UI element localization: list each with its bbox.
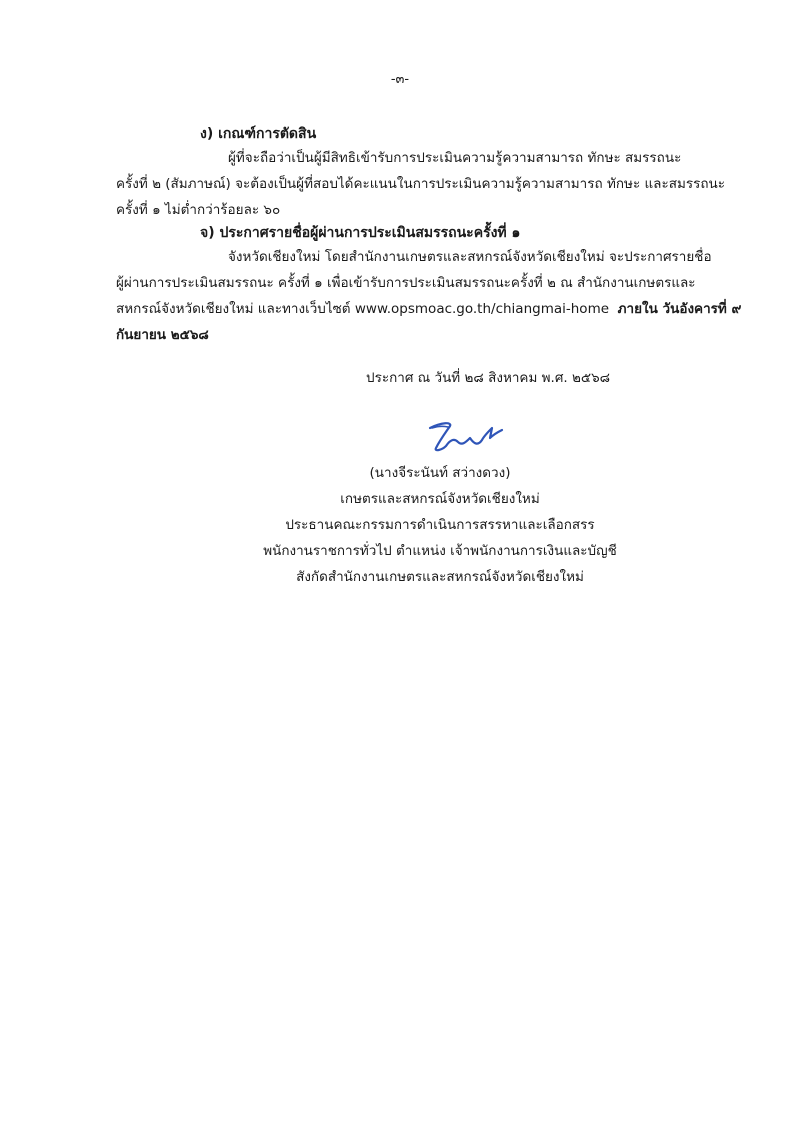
position-description: พนักงานราชการทั่วไป ตำแหน่ง เจ้าพนักงานการเงินและบัญชี [263,543,617,559]
office-affiliation: สังกัดสำนักงานเกษตรและสหกรณ์จังหวัดเชียงใหม่ [296,569,584,585]
signer-name: (นางจีระนันท์ สว่างดวง) [369,465,511,481]
paragraph-line: ครั้งที่ ๑ ไม่ต่ำกว่าร้อยละ ๖๐ [116,202,281,218]
section-body-announcement [116,244,742,348]
website-sentence: สหกรณ์จังหวัดเชียงใหม่ และทางเว็บไซต์ www.opsmoac.go.th/chiangmai-home [116,301,610,317]
section-heading-criteria: ง) เกณฑ์การตัดสิน [200,126,317,142]
page-number: -๓- [390,72,410,87]
paragraph-line: จังหวัดเชียงใหม่ โดยสำนักงานเกษตรและสหกรณ์จังหวัดเชียงใหม่ จะประกาศรายชื่อ [228,249,712,265]
signer-title: เกษตรและสหกรณ์จังหวัดเชียงใหม่ [340,491,540,507]
paragraph-line: ผู้ผ่านการประเมินสมรรถนะ ครั้งที่ ๑ เพื่อเข้ารับการประเมินสมรรถนะครั้งที่ ๒ ณ สำนักงานเกษตรและ [116,275,696,291]
paragraph-line: ครั้งที่ ๒ (สัมภาษณ์) จะต้องเป็นผู้ที่สอบได้คะแนนในการประเมินความรู้ความสามารถ ทักษะ และสมรรถนะ [116,176,726,192]
announcement-date: ประกาศ ณ วันที่ ๒๘ สิงหาคม พ.ศ. ๒๕๖๘ [366,370,611,386]
handwritten-signature [420,416,504,456]
deadline-text: ภายใน วันอังคารที่ ๙ [617,301,742,317]
paragraph-line-with-deadline [116,296,742,322]
deadline-date: กันยายน ๒๕๖๘ [116,327,209,343]
signer-committee-role: ประธานคณะกรรมการดำเนินการสรรหาและเลือกสรร [285,517,595,533]
paragraph-line: ผู้ที่จะถือว่าเป็นผู้มีสิทธิเข้ารับการประเมินความรู้ความสามารถ ทักษะ สมรรถนะ [228,150,682,166]
section-heading-announcement: จ) ประกาศรายชื่อผู้ผ่านการประเมินสมรรถนะครั้งที่ ๑ [200,225,521,241]
signature-block [0,460,800,590]
section-body-criteria [116,145,726,223]
